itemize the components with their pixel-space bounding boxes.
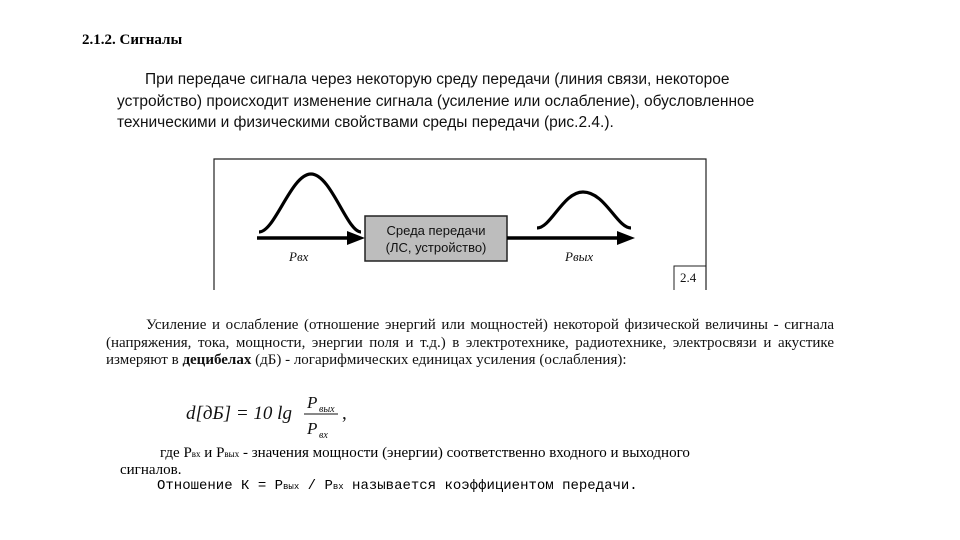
amplification-text-before: Усиление и ослабление (отношение энергий или мощностей) некоторой физической величины - сигнала (напряжения, тока, мощности, энергии поля и т.д.) в электротехнике, радиотехнике, электросвязи и акустике измеряют в <box>106 317 834 368</box>
intro-line-2: устройство) происходит изменение сигнала (усиление или ослабление), обусловленное <box>117 93 755 110</box>
subscript-out: вых <box>224 449 240 459</box>
explanation-continuation: сигналов. <box>120 462 182 478</box>
explanation-rest: - значения мощности (энергии) соответственно входного и выходного <box>239 445 690 461</box>
signal-transmission-figure <box>213 158 707 290</box>
input-arrow-head <box>347 231 365 245</box>
ratio-suffix: называется коэффициентом передачи. <box>343 478 638 494</box>
transfer-coefficient-line <box>157 478 638 494</box>
explanation-and: и Р <box>200 445 225 461</box>
ratio-slash: / Р <box>299 478 333 494</box>
formula-denominator: P <box>307 419 318 438</box>
amplification-paragraph <box>106 317 834 370</box>
formula-numerator: P <box>307 393 318 412</box>
formula-trailing-comma: , <box>342 403 347 424</box>
amplification-text-after: (дБ) - логарифмических единицах усиления (ослабления): <box>251 352 627 368</box>
formula-lhs: d[дБ] = 10 lg <box>186 403 292 424</box>
intro-line-3: техническими и физическими свойствами среды передачи (рис.2.4.). <box>117 114 614 131</box>
explanation-where: где Р <box>160 445 192 461</box>
input-signal-curve <box>259 174 361 232</box>
ratio-prefix: Отношение К = Р <box>157 478 284 494</box>
output-signal-curve <box>537 192 631 228</box>
formula-numerator-sub: вых <box>319 404 335 415</box>
figure-number: 2.4 <box>680 270 697 285</box>
input-label: Рвх <box>289 249 309 264</box>
formula-denominator-sub: вх <box>319 430 328 441</box>
medium-box-line2: (ЛС, устройство) <box>385 240 487 255</box>
output-arrow-head <box>617 231 635 245</box>
intro-line-1: При передаче сигнала через некоторую среду передачи (линия связи, некоторое <box>145 71 730 88</box>
medium-box-line1: Среда передачи <box>386 223 486 238</box>
ratio-sub-out: вых <box>283 482 300 492</box>
decibel-formula <box>186 388 366 444</box>
section-heading: 2.1.2. Сигналы <box>82 32 183 48</box>
ratio-sub-in: вх <box>332 482 344 492</box>
decibels-term: децибелах <box>182 352 252 368</box>
explanation-line <box>160 445 690 462</box>
output-label: Рвых <box>565 249 594 264</box>
subscript-in: вх <box>191 449 201 459</box>
